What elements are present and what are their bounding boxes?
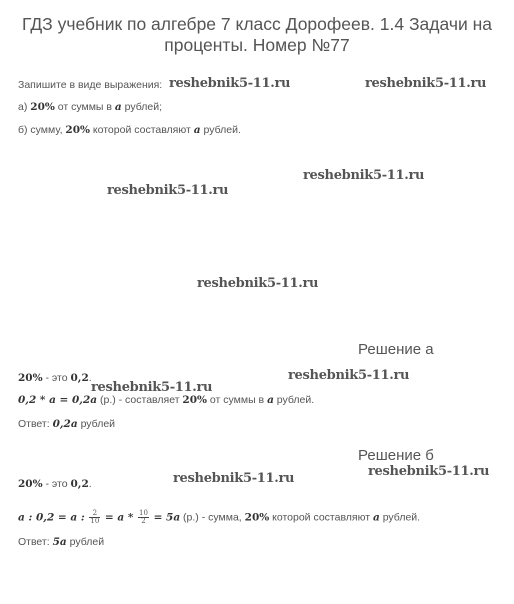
answer-value: 5a	[52, 536, 67, 548]
solution-a-text: от суммы в	[207, 394, 268, 406]
solution-a-text: (р.) - составляет	[97, 394, 183, 406]
task-a-text: от суммы в	[54, 101, 115, 113]
solution-b-end: рублей.	[379, 511, 421, 524]
solution-b-text: которой составляют	[269, 511, 373, 524]
watermark: reshebnik5-11.ru	[107, 183, 229, 198]
task-b-prefix: б) сумму,	[18, 124, 66, 136]
solution-a-answer	[18, 418, 115, 430]
answer-label: Ответ:	[18, 418, 53, 430]
solution-a-expression: 0,2 * a = 0,2a	[18, 394, 98, 406]
solution-a-percent: 20%	[18, 372, 43, 384]
solution-b-expression-part: = a *	[101, 511, 137, 524]
task-b-text: которой составляют	[90, 124, 194, 136]
solution-a-line-2	[18, 394, 314, 406]
task-a-percent: 20%	[30, 101, 55, 113]
watermark: reshebnik5-11.ru	[288, 368, 410, 383]
solution-b-percent: 20%	[244, 511, 270, 524]
task-a-end: рублей;	[121, 101, 163, 113]
watermark: reshebnik5-11.ru	[91, 380, 213, 395]
solution-a-heading: Решение а	[358, 341, 434, 358]
task-b-percent: 20%	[65, 124, 90, 136]
watermark: reshebnik5-11.ru	[173, 471, 295, 486]
fraction-numerator: 2	[89, 510, 100, 518]
answer-end: рублей	[77, 418, 116, 430]
solution-a-end: рублей.	[273, 394, 315, 406]
solution-a-line-1	[18, 372, 92, 384]
page-title	[0, 14, 514, 56]
watermark: reshebnik5-11.ru	[197, 276, 319, 291]
task-b-end: рублей.	[200, 124, 241, 136]
title-line-1: ГДЗ учебник по алгебре 7 класс Дорофеев. 1.4 Задачи на	[22, 14, 492, 34]
answer-end: рублей	[66, 536, 105, 548]
watermark: reshebnik5-11.ru	[368, 464, 490, 479]
task-item-b	[18, 124, 241, 136]
task-intro-text: Запишите в виде выражения:	[18, 79, 163, 91]
solution-b-heading: Решение б	[358, 447, 434, 464]
answer-value: 0,2a	[52, 418, 78, 430]
watermark: reshebnik5-11.ru	[169, 76, 291, 91]
solution-b-dot: .	[88, 478, 92, 490]
fraction-denominator: 2	[141, 517, 146, 525]
fraction-numerator: 10	[139, 509, 148, 517]
solution-b-variable: a	[372, 511, 380, 524]
solution-a-dot: .	[88, 372, 92, 384]
solution-a-variable: a	[267, 394, 274, 406]
answer-label: Ответ:	[18, 536, 53, 548]
task-a-variable: a	[114, 101, 122, 113]
fraction	[138, 510, 149, 525]
solution-b-answer	[18, 536, 104, 548]
solution-a-percent: 20%	[182, 394, 208, 406]
task-b-variable: a	[193, 124, 201, 136]
solution-a-text: - это	[42, 372, 71, 384]
solution-b-value: 0,2	[70, 478, 89, 490]
solution-b-text: (р.) - сумма,	[180, 511, 245, 524]
solution-a-value: 0,2	[70, 372, 89, 384]
watermark: reshebnik5-11.ru	[303, 168, 425, 183]
task-a-prefix: а)	[18, 101, 31, 113]
solution-b-expression-part: a : 0,2 = a :	[18, 511, 89, 524]
solution-b-line-1	[18, 478, 92, 490]
fraction-denominator: 10	[90, 517, 100, 525]
solution-b-expression-part: = 5a	[149, 511, 181, 524]
title-line-2: проценты. Номер №77	[164, 35, 350, 55]
watermark: reshebnik5-11.ru	[365, 76, 487, 91]
solution-b-line-2	[18, 510, 420, 525]
solution-b-percent: 20%	[18, 478, 43, 490]
fraction	[89, 510, 100, 525]
task-item-a	[18, 101, 162, 113]
task-intro	[18, 79, 162, 91]
solution-b-text: - это	[42, 478, 71, 490]
